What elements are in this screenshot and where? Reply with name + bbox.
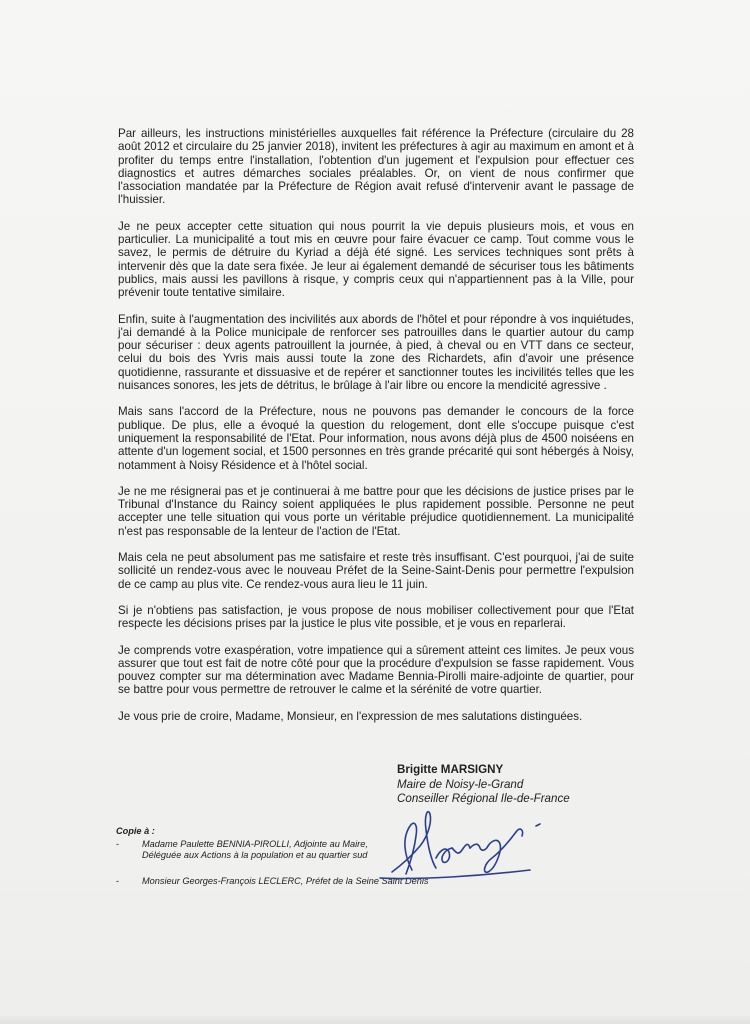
scan-bottom-shadow bbox=[0, 1014, 750, 1024]
paragraph-prefect-meeting: Mais cela ne peut absolument pas me satisfaire et reste très insuffisant. C'est pourquoi, j'ai de suite sollicité un rendez-vous avec le nouveau Préfet de la Seine-Saint-Denis pour permettre l'expulsion de ce camp au plus vite. Ce rendez-vous aura lieu le 11 juin. bbox=[118, 551, 634, 591]
signature-block bbox=[397, 763, 647, 807]
paragraph-mobilisation: Si je n'obtiens pas satisfaction, je vous propose de nous mobiliser collectivement pour que l'Etat respecte les décisions prises par la justice le plus vite possible, et je vous en reparlerai. bbox=[118, 603, 634, 631]
signatory-role-mayor: Maire de Noisy-le-Grand bbox=[397, 777, 524, 791]
list-dash: - bbox=[116, 875, 120, 886]
letter-body bbox=[118, 127, 634, 736]
paragraph-situation: Je ne peux accepter cette situation qui nous pourrit la vie depuis plusieurs mois, et vous en particulier. La municipalité a tout mis en œuvre pour faire évacuer ce camp. Tout comme vous le savez, le permis de détruire du Kyriad a déjà été signé. Les services techniques sont prêts à intervenir dès que la date sera fixée. Je leur ai également demandé de sécuriser tous les bâtiments publics, mais aussi les pavillons à risque, y compris ceux qui n'appartiennent pas à la Ville, pour prévenir toute tentative similaire. bbox=[118, 219, 634, 300]
paragraph-prefecture-instructions: Par ailleurs, les instructions ministérielles auxquelles fait référence la Préfecture (circulaire du 28 août 2012 et circulaire du 25 janvier 2018), invitent les préfectures à agir au maximum en amont et à profiter du temps entre l'installation, l'obtention d'un jugement et l'expulsion pour effectuer ces diagnostics et autres démarches sociales préalables. Or, on vient de nous confirmer que l'association mandatée par la Préfecture de Région avait refusé d'intervenir avant le passage de l'huissier. bbox=[118, 127, 634, 207]
paragraph-police-patrols: Enfin, suite à l'augmentation des incivilités aux abords de l'hôtel et pour répondre à vos inquiétudes, j'ai demandé à la Police municipale de renforcer ses patrouilles dans le quartier autour du camp pour sécuriser : deux agents patrouillent la journée, à pied, à cheval ou en VTT dans ce secteur, celui du bois des Yvris mais aussi toute la zone des Richardets, afin d'avoir une présence quotidienne, rassurante et dissuasive et de repérer et sanctionner toutes les incivilités telles que les nuisances sonores, les jets de détritus, le brûlage à l'air libre ou encore la mendicité agressive . bbox=[118, 312, 634, 393]
paragraph-closing-salutation: Je vous prie de croire, Madame, Monsieur, en l'expression de mes salutations distinguées. bbox=[118, 709, 583, 723]
copy-recipient bbox=[116, 839, 536, 862]
paragraph-exasperation: Je comprends votre exaspération, votre impatience qui a sûrement atteint ces limites. Je peux vous assurer que tout est fait de notre côté pour que la procédure d'expulsion se fasse rapidement. Vous pouvez compter sur ma détermination avec Madame Bennia-Pirolli maire-adjointe de quartier, pour se battre pour vous permettre de retrouver le calme et la sérénité de votre quartier. bbox=[118, 643, 634, 697]
copy-recipient-line: Madame Paulette BENNIA-PIROLLI, Adjointe au Maire, bbox=[142, 838, 368, 849]
copies-title: Copie à : bbox=[116, 826, 155, 836]
copy-recipient bbox=[116, 876, 536, 888]
copies-list bbox=[116, 826, 536, 901]
copy-recipient-line: Monsieur Georges-François LECLERC, Préfet de la Seine Saint Denis bbox=[142, 875, 429, 886]
signatory-role-councillor: Conseiller Régional Ile-de-France bbox=[397, 792, 570, 805]
paragraph-prefecture-agreement: Mais sans l'accord de la Préfecture, nous ne pouvons pas demander le concours de la force publique. De plus, elle a évoqué la question du relogement, dont elle s'occupe puisque c'est uniquement la responsabilité de l'Etat. Pour information, nous avons déjà plus de 4500 noiséens en attente d'un logement social, et 1500 personnes en très grande précarité qui sont hébergés à Noisy, notamment à Noisy Résidence et à l'hôtel social. bbox=[118, 405, 634, 472]
copy-recipient-line: Déléguée aux Actions à la population et au quartier sud bbox=[142, 850, 368, 860]
signatory-name: Brigitte MARSIGNY bbox=[397, 763, 504, 776]
paragraph-justice-decisions: Je ne me résignerai pas et je continuerai à me battre pour que les décisions de justice prises par le Tribunal d'Instance du Raincy soient appliquées le plus rapidement possible. Personne ne peut accepter une telle situation qui vous porte un véritable préjudice quotidiennement. La municipalité n'est pas responsable de la lenteur de l'action de l'Etat. bbox=[118, 484, 634, 538]
list-dash: - bbox=[116, 838, 120, 849]
